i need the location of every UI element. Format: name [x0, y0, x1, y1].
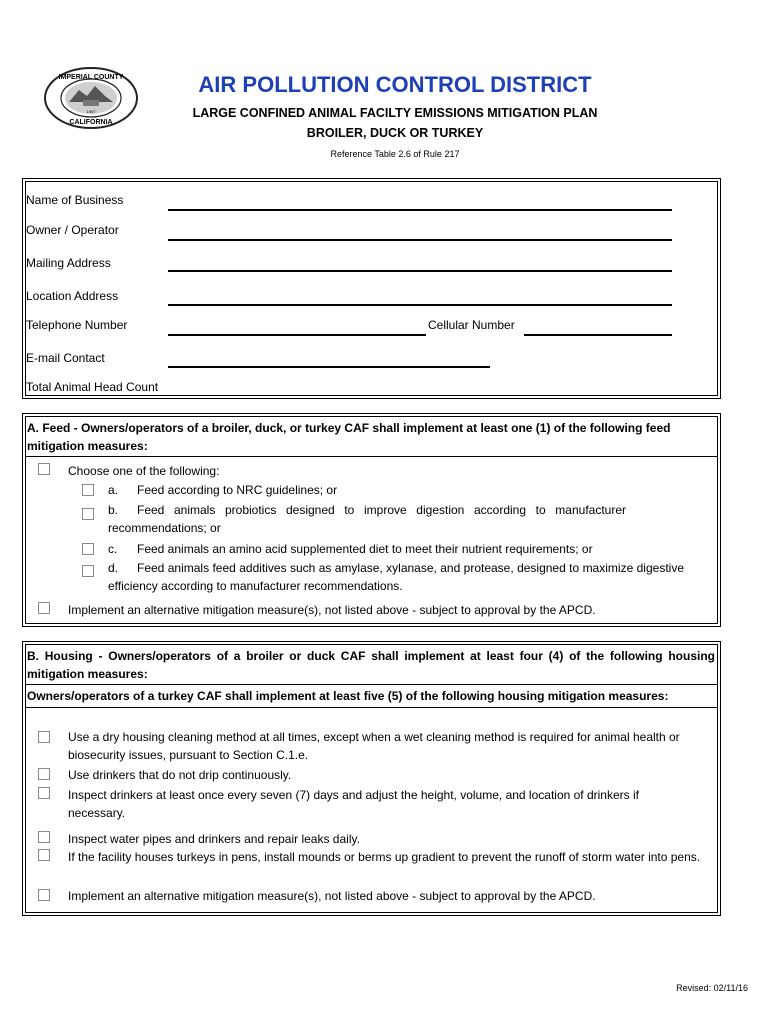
revised-date: Revised: 02/11/16 [676, 983, 748, 993]
cellular-number-label: Cellular Number [428, 318, 515, 332]
feed-option-a-checkbox[interactable] [82, 484, 94, 496]
feed-option-d-checkbox[interactable] [82, 565, 94, 577]
owner-operator-field[interactable] [168, 239, 672, 241]
housing-item2-text: Use drinkers that do not drip continuously. [68, 768, 292, 782]
feed-choose-checkbox[interactable] [38, 463, 50, 475]
housing-item5-text: If the facility houses turkeys in pens, install mounds or berms up gradient to prevent the runoff of storm water into pens. [68, 850, 701, 864]
location-address-field[interactable] [168, 304, 672, 306]
feed-option-a-letter: a. [108, 483, 119, 497]
telephone-number-label: Telephone Number [26, 318, 128, 332]
reference-text: Reference Table 2.6 of Rule 217 [330, 149, 460, 159]
mailing-address-field[interactable] [168, 270, 672, 272]
housing-turkey-heading: Owners/operators of a turkey CAF shall implement at least five (5) of the following housing mitigation measures: [27, 689, 669, 703]
housing-item3-text: Inspect drinkers at least once every seven (7) days and adjust the height, volume, and location of drinkers if necessary. [68, 788, 639, 820]
feed-choose-text: Choose one of the following: [68, 464, 220, 478]
feed-option-c-letter: c. [108, 542, 118, 556]
housing-item6-checkbox[interactable] [38, 889, 50, 901]
page-title: AIR POLLUTION CONTROL DISTRICT [198, 72, 592, 97]
feed-option-a-text: Feed according to NRC guidelines; or [137, 483, 338, 497]
cellular-number-field[interactable] [524, 334, 672, 336]
name-of-business-field[interactable] [168, 209, 672, 211]
housing-item6-text: Implement an alternative mitigation measure(s), not listed above - subject to approval by the APCD. [68, 889, 596, 903]
feed-option-b-letter: b. [108, 503, 119, 517]
feed-option-b-checkbox[interactable] [82, 508, 94, 520]
feed-option-c-checkbox[interactable] [82, 543, 94, 555]
housing-item4-checkbox[interactable] [38, 831, 50, 843]
seal-text-bottom: CALIFORNIA [69, 119, 113, 126]
housing-item4-text: Inspect water pipes and drinkers and repair leaks daily. [68, 832, 360, 846]
feed-section-heading: A. Feed - Owners/operators of a broiler, duck, or turkey CAF shall implement at least one (1) of the following feed mitigation measures: [27, 421, 671, 453]
feed-option-c-text: Feed animals an amino acid supplemented diet to meet their nutrient requirements; or [137, 542, 593, 556]
feed-alternative-text: Implement an alternative mitigation measure(s), not listed above - subject to approval by the APCD. [68, 603, 596, 617]
housing-item1-text: Use a dry housing cleaning method at all times, except when a wet cleaning method is required for animal health or biosecurity issues, pursuant to Section C.1.e. [68, 730, 680, 762]
seal-text-top: IMPERIAL COUNTY [58, 74, 124, 81]
housing-item5-checkbox[interactable] [38, 849, 50, 861]
feed-alternative-checkbox[interactable] [38, 602, 50, 614]
feed-heading-divider [25, 456, 718, 457]
feed-option-d-letter: d. [108, 561, 119, 575]
owner-operator-label: Owner / Operator [26, 223, 119, 237]
housing-item2-checkbox[interactable] [38, 768, 50, 780]
housing-section-heading: B. Housing - Owners/operators of a broiler or duck CAF shall implement at least four (4) of the following housing mitigation measures: [27, 649, 715, 681]
feed-option-d-text: Feed animals feed additives such as amylase, xylanase, and protease, designed to maximize digestive efficiency according to manufacturer recommendations. [108, 561, 684, 593]
name-of-business-label: Name of Business [26, 193, 124, 207]
email-contact-label: E-mail Contact [26, 351, 105, 365]
housing-heading-divider [25, 684, 718, 685]
housing-item3-checkbox[interactable] [38, 787, 50, 799]
location-address-label: Location Address [26, 289, 119, 303]
total-animal-head-count-label: Total Animal Head Count [26, 380, 159, 394]
housing-item1-checkbox[interactable] [38, 731, 50, 743]
email-contact-field[interactable] [168, 366, 490, 368]
mailing-address-label: Mailing Address [26, 256, 111, 270]
seal-year: 1907 [86, 109, 96, 114]
housing-turkey-divider [25, 707, 718, 708]
subtitle-animal-type: BROILER, DUCK OR TURKEY [306, 126, 484, 140]
subtitle-plan: LARGE CONFINED ANIMAL FACILTY EMISSIONS MITIGATION PLAN [192, 106, 598, 120]
feed-option-b-text: Feed animals probiotics designed to improve digestion according to manufacturer recommendations; or [108, 503, 626, 535]
telephone-number-field[interactable] [168, 334, 426, 336]
